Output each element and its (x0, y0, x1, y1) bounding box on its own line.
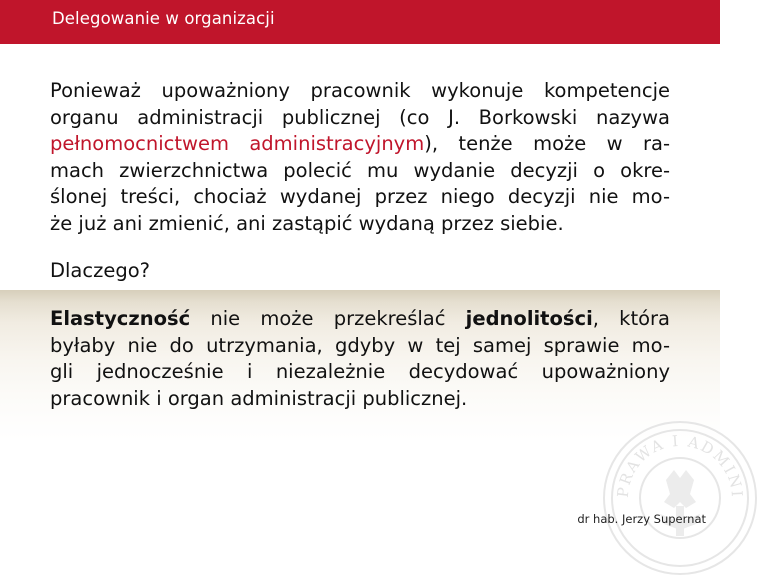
highlighted-term: pełnomocnictwem administracyjnym (50, 132, 425, 155)
paragraph-answer (50, 306, 670, 412)
university-seal-watermark (600, 418, 760, 578)
slide-title: Delegowanie w organizacji (52, 9, 275, 28)
paragraph-text: nie może przekreślać (190, 307, 466, 330)
bold-term: Elastyczność (50, 307, 191, 330)
paragraph-text: , która (592, 307, 671, 330)
bold-term: jednolitości (465, 307, 593, 330)
paragraph-line: byłaby nie do utrzymania, gdyby w tej samej sprawie mo- (50, 333, 670, 357)
paragraph-line: mach zwierzchnictwa polecić mu wydanie decyzji o okre- (50, 158, 670, 182)
paragraph-line (50, 131, 670, 158)
paragraph-line: Ponieważ upoważniony pracownik wykonuje kompetencje (50, 79, 670, 102)
paragraph-main (50, 78, 670, 237)
author-credit: dr hab. Jerzy Supernat (577, 512, 706, 526)
watermark-text: PRAWA I ADMINI (613, 431, 747, 500)
paragraph-line: pracownik i organ administracji publicznej. (50, 386, 468, 410)
paragraph-text: ), tenże może w ra- (424, 132, 671, 155)
paragraph-line: że już ani zmienić, ani zastąpić wydaną przez siebie. (50, 211, 564, 235)
paragraph-line (50, 306, 670, 333)
paragraph-line: organu administracji publicznej (co J. Borkowski nazywa (50, 105, 670, 129)
header-bar (0, 0, 720, 44)
question-text: Dlaczego? (50, 259, 150, 282)
paragraph-line: gli jednocześnie i niezależnie decydować upoważniony (50, 360, 670, 383)
paragraph-line: ślonej treści, chociaż wydanej przez niego decyzji nie mo- (50, 185, 670, 208)
